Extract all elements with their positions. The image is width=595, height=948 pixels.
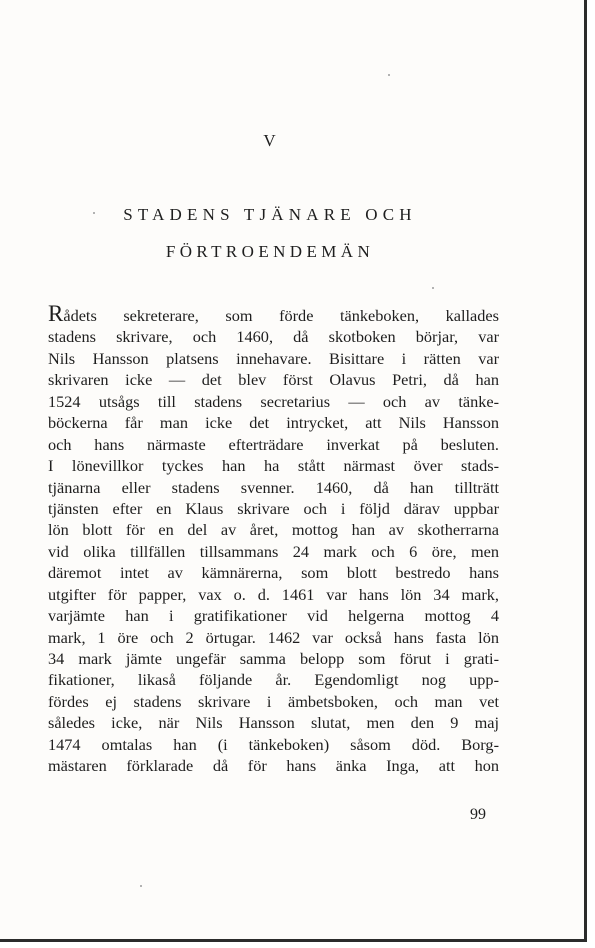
text-line: vid olika tillfällen tillsammans 24 mark och 6 öre, men (48, 541, 499, 561)
paper-speck (140, 885, 142, 887)
text-line: Nils Hansson platsens innehavare. Bisittare i rätten var (48, 348, 499, 368)
text-line: I lönevillkor tyckes han ha stått närmast över stads- (48, 456, 499, 476)
text-line: mark, 1 öre och 2 örtugar. 1462 var också hans fasta lön (48, 627, 499, 647)
page-number: 99 (470, 806, 486, 823)
text-line: fikationer, likaså följande år. Egendomligt nog upp- (48, 670, 499, 690)
text-line: fördes ej stadens skrivare i ämbetsboken, och man vet (48, 691, 499, 711)
text-line: däremot intet av kämnärerna, som blott bestredo hans (48, 563, 499, 583)
first-line-text: ådets sekreterare, som förde tänkeboken, kallades (63, 306, 499, 325)
text-line: utgifter för papper, vax o. d. 1461 var hans lön 34 mark, (48, 584, 499, 604)
text-line: skrivaren icke — det blev först Olavus Petri, då han (48, 370, 499, 390)
paper-speck (388, 74, 390, 76)
text-line: varjämte han i gratifikationer vid helgerna mottog 4 (48, 606, 499, 626)
drop-cap: R (48, 301, 64, 326)
text-line: tjänsten efter en Klaus skrivare och i följd därav uppbar (48, 498, 499, 518)
chapter-title-line-2: FÖRTROENDEMÄN (165, 242, 375, 261)
text-line: således icke, när Nils Hansson slutat, men den 9 maj (48, 713, 499, 733)
paper-speck (432, 287, 434, 289)
text-line: och hans närmaste efterträdare inverkat på besluten. (48, 434, 499, 454)
text-line: stadens skrivare, och 1460, då skotboken börjar, var (48, 327, 499, 347)
text-line: 1524 utsågs till stadens secretarius — och av tänke- (48, 391, 499, 411)
text-line: tjänarna eller stadens svenner. 1460, då han tillträtt (48, 477, 499, 497)
body-paragraph (48, 301, 499, 777)
chapter-title-line-1: STADENS TJÄNARE OCH (123, 205, 417, 224)
text-line: lön blott för en del av året, mottog han av skotherrarna (48, 520, 499, 540)
text-line: böckerna får man icke det intrycket, att Nils Hansson (48, 413, 499, 433)
text-line: 1474 omtalas han (i tänkeboken) såsom död. Borg- (48, 734, 499, 754)
text-line (48, 301, 499, 326)
text-line: 34 mark jämte ungefär samma belopp som förut i grati- (48, 649, 499, 668)
text-line: mästaren förklarade då för hans änka Inga, att hon (48, 756, 499, 776)
chapter-number: V (263, 131, 277, 150)
paper-speck (93, 212, 95, 214)
